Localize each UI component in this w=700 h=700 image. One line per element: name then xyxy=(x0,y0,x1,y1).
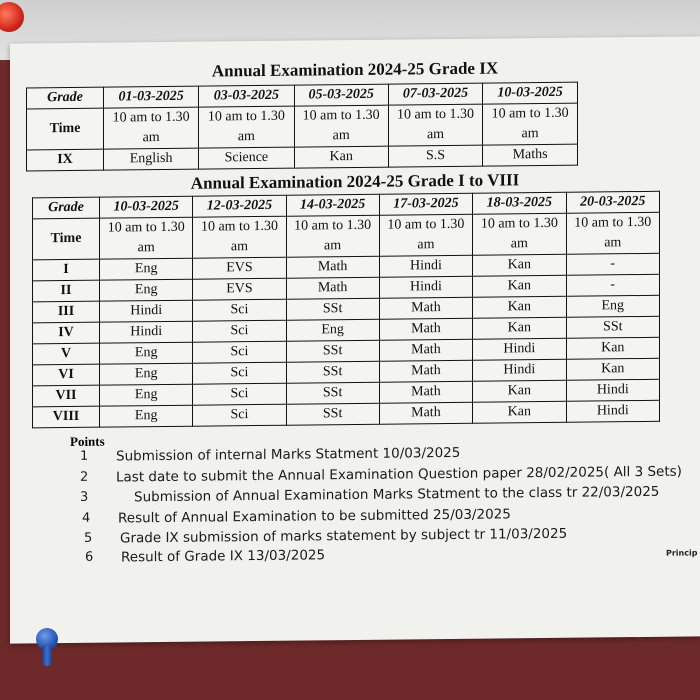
subject-cell: Math xyxy=(379,339,472,361)
subject-cell: - xyxy=(566,253,659,275)
point-number: 2 xyxy=(80,469,89,485)
grade-label: IX xyxy=(27,149,104,171)
time-cell: 10 am to 1.30 am xyxy=(379,214,472,256)
subject-cell: Eng xyxy=(100,279,193,301)
subject-cell: Sci xyxy=(193,299,286,321)
time-cell: 10 am to 1.30 am xyxy=(294,105,388,147)
subject-cell: Kan xyxy=(473,380,566,402)
point-text: Result of Grade IX 13/03/2025 xyxy=(121,547,326,566)
time-cell: 10 am to 1.30 am xyxy=(100,217,193,259)
point-number: 5 xyxy=(84,530,93,546)
grade-header: Grade xyxy=(27,87,104,109)
subject-cell: Maths xyxy=(483,144,578,166)
subject-cell: Kan xyxy=(473,317,566,339)
grade-label: III xyxy=(33,301,100,323)
subject-cell: Sci xyxy=(193,341,286,363)
subject-cell: SSt xyxy=(286,403,379,425)
grade-label: VIII xyxy=(33,406,100,428)
time-label: Time xyxy=(27,108,104,150)
subject-cell: Math xyxy=(379,402,472,424)
principal-signature-text: Princip xyxy=(666,548,698,558)
subject-cell: Math xyxy=(286,277,379,299)
date-header: 14-03-2025 xyxy=(286,194,379,216)
time-cell: 10 am to 1.30 am xyxy=(286,215,379,257)
time-cell: 10 am to 1.30 am xyxy=(388,104,482,146)
grade-ix-time-row xyxy=(27,103,578,150)
grade-ix-timetable xyxy=(26,82,578,172)
subject-cell: SSt xyxy=(286,298,379,320)
grade-ix-title: Annual Examination 2024-25 Grade IX xyxy=(211,58,499,81)
grade-ix-subject-row xyxy=(27,144,578,171)
time-label: Time xyxy=(33,218,100,260)
subject-cell: Hindi xyxy=(566,379,659,401)
list-item xyxy=(82,506,511,527)
point-number: 3 xyxy=(80,489,89,505)
time-cell: 10 am to 1.30 am xyxy=(193,216,286,258)
time-cell: 10 am to 1.30 am xyxy=(104,107,199,149)
list-item xyxy=(84,525,568,547)
subject-cell: Math xyxy=(379,318,472,340)
grade-label: I xyxy=(33,259,100,281)
subject-cell: Math xyxy=(379,360,472,382)
subject-cell: EVS xyxy=(193,257,286,279)
grade-header: Grade xyxy=(33,197,100,219)
grade-label: V xyxy=(33,343,100,365)
subject-cell: Kan xyxy=(473,254,566,276)
point-text: Last date to submit the Annual Examination Question paper 28/02/2025( All 3 Sets) xyxy=(116,463,682,486)
subject-cell: Eng xyxy=(100,405,193,427)
subject-cell: Science xyxy=(199,147,294,169)
subject-cell: Eng xyxy=(100,384,193,406)
point-number: 1 xyxy=(80,448,89,464)
subject-cell: SSt xyxy=(286,340,379,362)
subject-cell: Hindi xyxy=(379,255,472,277)
subject-cell: Hindi xyxy=(473,338,566,360)
grade-label: IV xyxy=(33,322,100,344)
subject-cell: Sci xyxy=(193,362,286,384)
grade-label: II xyxy=(33,280,100,302)
date-header: 20-03-2025 xyxy=(566,191,659,213)
exam-schedule-paper xyxy=(10,36,700,643)
subject-cell: Kan xyxy=(566,337,659,359)
subject-cell: Eng xyxy=(566,295,659,317)
point-text: Result of Annual Examination to be submitted 25/03/2025 xyxy=(118,506,511,527)
subject-cell: SSt xyxy=(286,382,379,404)
subject-cell: Sci xyxy=(193,404,286,426)
date-header: 10-03-2025 xyxy=(100,196,193,218)
time-cell: 10 am to 1.30 am xyxy=(566,212,659,254)
date-header: 07-03-2025 xyxy=(388,83,482,105)
time-cell: 10 am to 1.30 am xyxy=(483,103,578,145)
subject-cell: SSt xyxy=(286,361,379,383)
points-label: Points xyxy=(70,433,105,449)
subject-cell: Math xyxy=(379,297,472,319)
subject-cell: Kan xyxy=(473,401,566,423)
subject-cell: Eng xyxy=(100,342,193,364)
date-header: 10-03-2025 xyxy=(483,82,578,104)
blue-pushpin-icon xyxy=(30,628,64,668)
subject-cell: SSt xyxy=(566,316,659,338)
subject-cell: Hindi xyxy=(566,400,659,422)
pushpin-stem xyxy=(42,646,52,666)
subject-cell: Hindi xyxy=(379,276,472,298)
subject-cell: Eng xyxy=(100,258,193,280)
subject-cell: Math xyxy=(286,256,379,278)
list-item xyxy=(80,463,682,486)
grade-i-viii-title: Annual Examination 2024-25 Grade I to VIII xyxy=(190,170,520,193)
grade-i-viii-timetable xyxy=(32,191,660,429)
date-header: 18-03-2025 xyxy=(473,192,566,214)
subject-cell: S.S xyxy=(388,145,482,167)
list-item xyxy=(80,483,660,506)
grade-label: VII xyxy=(33,385,100,407)
date-header: 05-03-2025 xyxy=(294,84,388,106)
subject-cell: Hindi xyxy=(100,321,193,343)
subject-cell: Hindi xyxy=(473,359,566,381)
list-item xyxy=(85,547,326,566)
subject-cell: Eng xyxy=(100,363,193,385)
subject-cell: Kan xyxy=(473,296,566,318)
time-cell: 10 am to 1.30 am xyxy=(199,106,294,148)
point-text: Submission of internal Marks Statment 10/03/2025 xyxy=(116,444,461,465)
subject-cell: - xyxy=(566,274,659,296)
date-header: 12-03-2025 xyxy=(193,195,286,217)
subject-cell: Kan xyxy=(566,358,659,380)
subject-cell: Math xyxy=(379,381,472,403)
date-header: 01-03-2025 xyxy=(104,86,199,108)
main-time-row xyxy=(33,212,660,260)
list-item xyxy=(80,444,461,465)
subject-cell: Sci xyxy=(193,320,286,342)
point-number: 4 xyxy=(82,510,91,526)
subject-cell: Hindi xyxy=(100,300,193,322)
subject-cell: Kan xyxy=(473,275,566,297)
point-number: 6 xyxy=(85,549,94,565)
subject-cell: Sci xyxy=(193,383,286,405)
subject-cell: Eng xyxy=(286,319,379,341)
date-header: 17-03-2025 xyxy=(379,193,472,215)
subject-cell: EVS xyxy=(193,278,286,300)
date-header: 03-03-2025 xyxy=(199,85,294,107)
time-cell: 10 am to 1.30 am xyxy=(473,213,566,255)
subject-cell: English xyxy=(104,148,199,170)
grade-label: VI xyxy=(33,364,100,386)
subject-cell: Kan xyxy=(294,146,388,168)
point-text: Grade IX submission of marks statement by subject tr 11/03/2025 xyxy=(120,525,568,547)
point-text: Submission of Annual Examination Marks Statment to the class tr 22/03/2025 xyxy=(134,483,660,506)
